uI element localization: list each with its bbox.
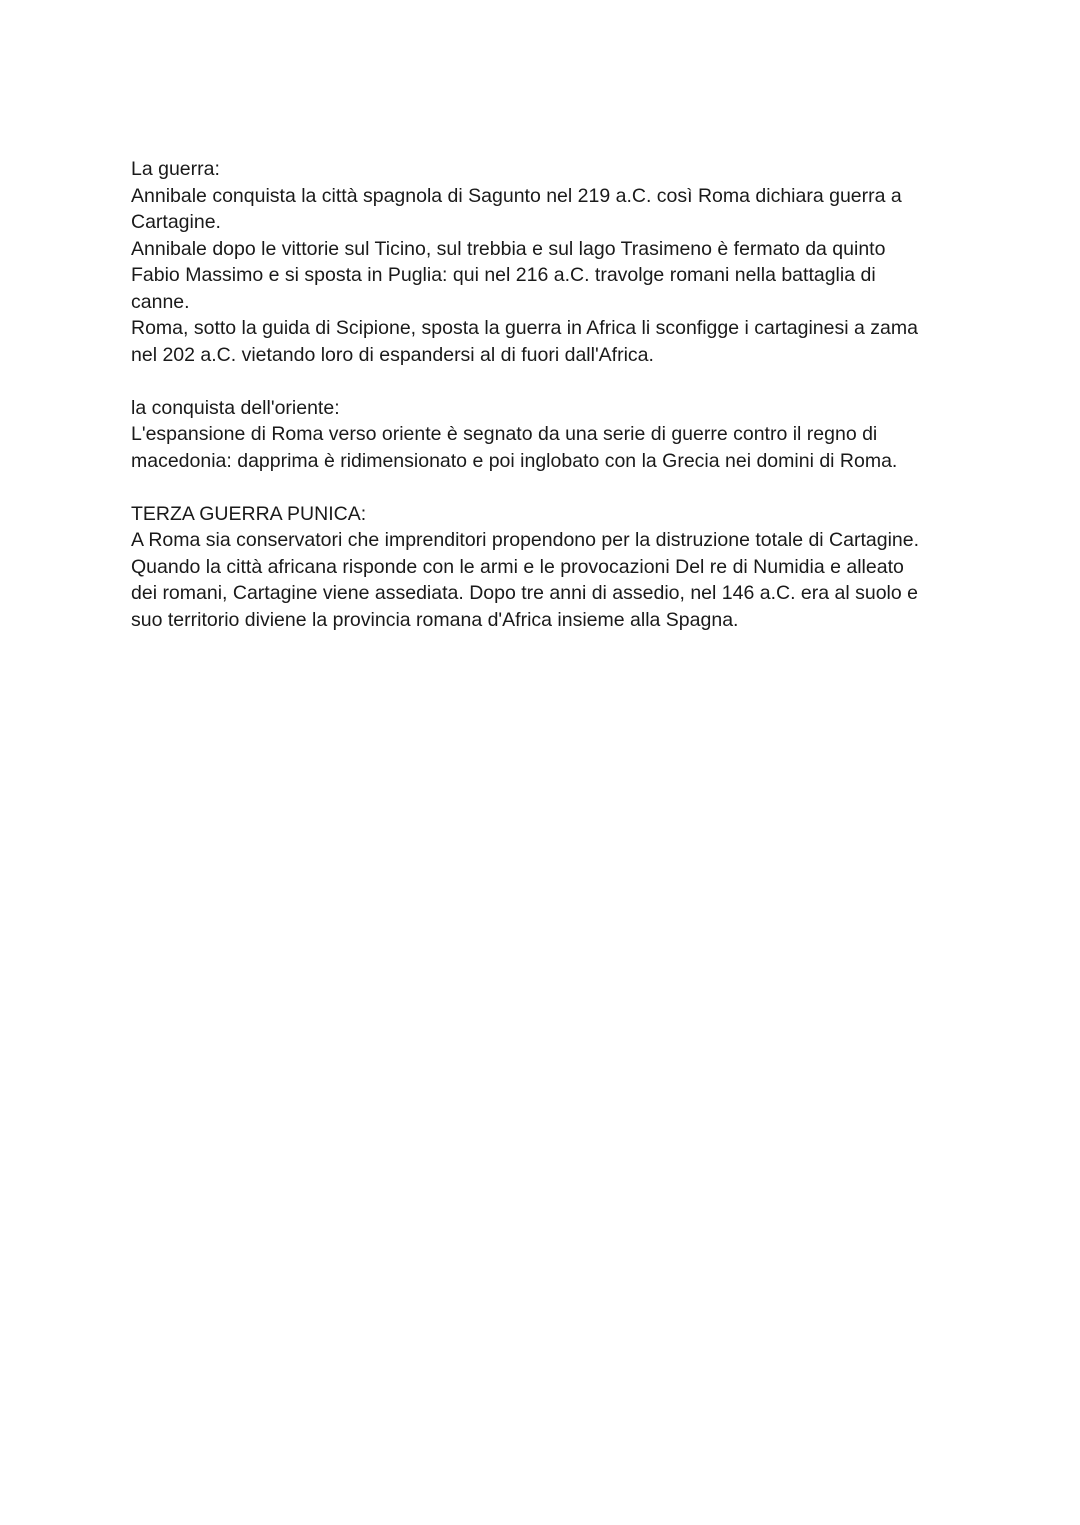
paragraph-line: Cartagine. (131, 211, 221, 233)
section-heading: la conquista dell'oriente: (131, 396, 340, 419)
section-terza-guerra-punica (131, 501, 951, 634)
paragraph-line: L'espansione di Roma verso oriente è segnato da una serie di guerre contro il regno di (131, 423, 878, 445)
paragraph-line: nel 202 a.C. vietando loro di espandersi al di fuori dall'Africa. (131, 343, 654, 366)
paragraph-line: Quando la città africana risponde con le armi e le provocazioni Del re di Numidia e alleato (131, 555, 904, 578)
paragraph-line: Annibale dopo le vittorie sul Ticino, sul trebbia e sul lago Trasimeno è fermato da quinto (131, 237, 886, 260)
paragraph-line: macedonia: dapprima è ridimensionato e poi inglobato con la Grecia nei domini di Roma. (131, 449, 898, 472)
paragraph-line: Annibale conquista la città spagnola di Sagunto nel 219 a.C. così Roma dichiara guerra a (131, 184, 902, 207)
paragraph-line: A Roma sia conservatori che imprenditori propendono per la distruzione totale di Cartagine. (131, 529, 920, 551)
paragraph-line: Fabio Massimo e si sposta in Puglia: qui nel 216 a.C. travolge romani nella battaglia di (131, 264, 876, 286)
paragraph-line: suo territorio diviene la provincia romana d'Africa insieme alla Spagna. (131, 608, 739, 631)
paragraph-line: dei romani, Cartagine viene assediata. Dopo tre anni di assedio, nel 146 a.C. era al suolo e (131, 582, 918, 604)
section-heading: La guerra: (131, 158, 220, 180)
paragraph-line: Roma, sotto la guida di Scipione, sposta la guerra in Africa li sconfigge i cartaginesi a zama (131, 317, 918, 339)
section-la-guerra (131, 156, 951, 368)
section-heading: TERZA GUERRA PUNICA: (131, 502, 367, 525)
section-conquista-oriente (131, 395, 951, 475)
document-body (131, 156, 951, 660)
paragraph-line: canne. (131, 290, 190, 313)
